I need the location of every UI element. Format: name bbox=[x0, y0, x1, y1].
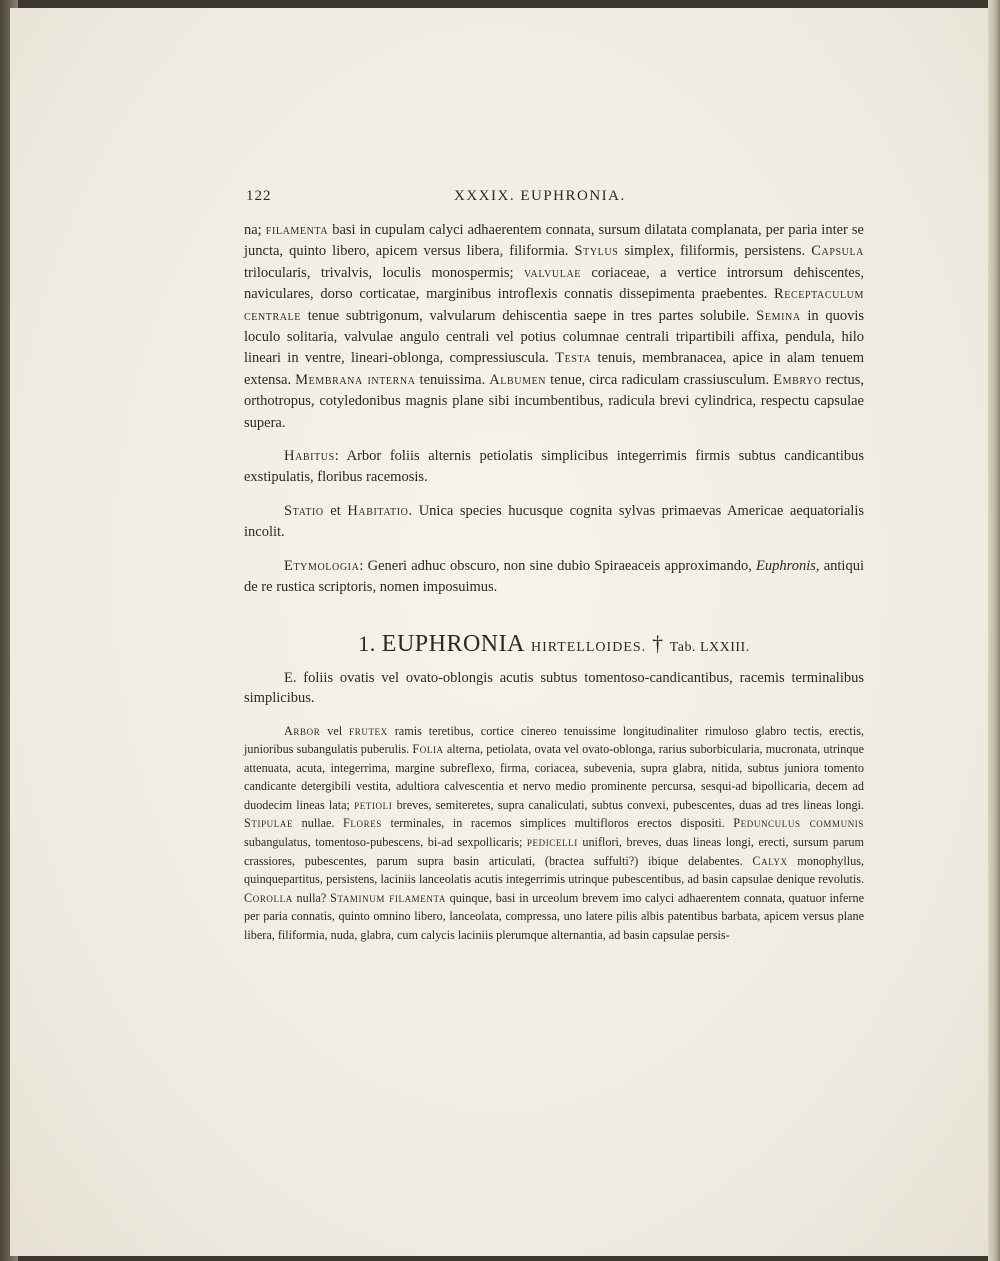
small-caps-term: Arbor bbox=[284, 723, 321, 738]
text-run: tenue, circa radiculam crassiusculum. bbox=[546, 371, 774, 388]
small-caps-term: Stipulae bbox=[244, 816, 294, 831]
genus-description-paragraph bbox=[244, 220, 864, 434]
text-run: nulla? bbox=[292, 890, 331, 905]
page-number: 122 bbox=[246, 188, 272, 204]
small-caps-term: Staminum filamenta bbox=[330, 890, 446, 905]
small-caps-term: Embryo bbox=[773, 371, 822, 388]
chapter-title: XXXIX. EUPHRONIA. bbox=[454, 188, 626, 204]
small-caps-term: Capsula bbox=[811, 243, 865, 260]
small-caps-term: filamenta bbox=[265, 222, 329, 238]
text-run: : Generi adhuc obscuro, non sine dubio Spiraeaceis approximando, bbox=[359, 557, 757, 574]
page-stack-edge bbox=[988, 0, 1000, 1261]
small-caps-term: Habitatio bbox=[347, 502, 409, 519]
species-heading bbox=[244, 631, 864, 658]
small-caps-term: valvulae bbox=[523, 264, 581, 281]
text-run: monophyllus, quinquepartitus, persistens, laciniis lanceolatis acutis integerrimis utrinque pubescentibus, ad basin capsulae denique revolutis. bbox=[244, 853, 864, 887]
species-diagnosis: E. foliis ovatis vel ovato-oblongis acutis subtus tomentoso-candicantibus, racemis terminalibus simplicibus. bbox=[244, 669, 864, 706]
small-caps-term: petioli bbox=[354, 797, 393, 812]
small-caps-term: Habitus bbox=[284, 448, 335, 465]
text-run: . Unica species hucusque cognita sylvas primaevas Americae aequatorialis incolit. bbox=[244, 502, 864, 541]
text-run: uniflori, breves, duas lineas longi, erecti, sursum parum crassiores, pubescentes, parum supra basin articulati, (bractea suffulti?) ibique delabentes. bbox=[244, 835, 865, 868]
text-run: breves, semiteretes, supra canaliculati, subtus convexi, pubescentes, duas ad tres lineas longi. bbox=[392, 797, 865, 812]
text-run: : Arbor foliis alternis petiolatis simplicibus integerrimis firmis subtus candicantibus exstipulatis, floribus racemosis. bbox=[244, 448, 864, 486]
small-caps-term: Statio bbox=[284, 502, 324, 519]
small-caps-term: Receptaculum centrale bbox=[244, 286, 864, 324]
small-caps-term: Stylus bbox=[574, 243, 619, 260]
text-run: tenuissima. bbox=[415, 371, 490, 388]
statio-paragraph bbox=[244, 501, 864, 544]
text-run: simplex, filiformis, persistens. bbox=[618, 243, 812, 260]
small-caps-term: Corolla bbox=[244, 890, 293, 905]
text-run: basi in cupulam calyci adhaerentem connata, sursum dilatata complanata, per paria inter se juncta, quinto libero, apicem versus libera, filiformia. bbox=[244, 222, 864, 260]
small-caps-term: Flores bbox=[343, 816, 382, 831]
small-caps-term: Etymologia bbox=[284, 557, 360, 574]
text-run: et bbox=[323, 502, 348, 519]
small-caps-term: Albumen bbox=[489, 371, 547, 388]
text-run: terminales, in racemos simplices multifloros erectos dispositi. bbox=[381, 816, 734, 831]
text-run: rectus, orthotropus, cotyledonibus magnis plane sibi incumbentibus, radicula brevi cylindrica, respectu capsulae supera. bbox=[244, 371, 864, 431]
text-run: quinque, basi in urceolum brevem imo calyci adhaerentem connata, quatuor inferne per paria connatis, quinto omnino libero, lanceolata, compressa, uno latere pilis albis patentibus barbata, apicem versus plane libera, filiformia, nuda, glabra, cum calycis laciniis plerumque alternantia, ad basin capsulae persis- bbox=[244, 890, 864, 943]
text-run: vel bbox=[320, 723, 350, 738]
italic-term: Euphronis bbox=[756, 557, 816, 574]
etymologia-paragraph bbox=[244, 556, 864, 599]
small-caps-term: pedicelli bbox=[526, 835, 578, 850]
text-run: na; bbox=[244, 222, 266, 238]
page-content bbox=[244, 188, 864, 945]
habitus-paragraph bbox=[244, 446, 864, 489]
text-run: trilocularis, trivalvis, loculis monospermis; bbox=[244, 264, 524, 281]
text-run: , antiqui de re rustica scriptoris, nomen imposuimus. bbox=[244, 557, 864, 596]
species-genus: EUPHRONIA bbox=[381, 630, 525, 657]
text-run: ramis teretibus, cortice cinereo tenuissime longitudinaliter rimuloso glabro tectis, erectis, junioribus subangulatis puberulis. bbox=[244, 723, 864, 757]
text-run: in quovis loculo solitaria, valvulae angulo centrali vel potius columnae centrali tripartibili affixa, pendula, hilo lineari in ventre, lineari-oblonga, compressiuscula. bbox=[244, 307, 865, 367]
plate-reference: Tab. LXXIII. bbox=[669, 639, 750, 655]
species-description bbox=[244, 722, 864, 945]
text-run: nullae. bbox=[293, 816, 344, 831]
small-caps-term: Folia bbox=[412, 742, 444, 757]
running-head bbox=[244, 188, 864, 210]
small-caps-term: Semina bbox=[756, 307, 801, 324]
species-epithet: HIRTELLOIDES. bbox=[530, 639, 647, 655]
dagger-mark: † bbox=[652, 630, 664, 656]
small-caps-term: Pedunculus communis bbox=[733, 816, 865, 831]
small-caps-term: frutex bbox=[349, 723, 388, 738]
text-run: tenue subtrigonum, valvularum dehiscentia saepe in tres partes solubile. bbox=[301, 307, 757, 324]
species-number: 1. bbox=[358, 630, 376, 656]
text-run: subangulatus, tomentoso-pubescens, bi-ad sexpollicaris; bbox=[244, 835, 527, 850]
small-caps-term: Membrana interna bbox=[295, 371, 416, 388]
text-run: alterna, petiolata, ovata vel ovato-oblonga, rarius suborbicularia, mucronata, utrinque attenuata, acuta, integerrima, margine subreflexo, firma, coriacea, subevenia, supra glabra, nitida, subtus juniora tomento candicante detergibili vestita, adultiora calvescentia et nervo medio prominente percursa, sesqui-ad bipollicaria, decem ad duodecim lineas lata; bbox=[244, 742, 865, 812]
text-run: tenuis, membranacea, apice in alam tenuem extensa. bbox=[244, 350, 865, 388]
text-run: coriaceae, a vertice introrsum dehiscentes, naviculares, dorso corticatae, marginibus introflexis connatis dissepimenta praebentes. bbox=[244, 264, 864, 303]
small-caps-term: Testa bbox=[555, 350, 592, 367]
small-caps-term: Calyx bbox=[752, 853, 788, 868]
